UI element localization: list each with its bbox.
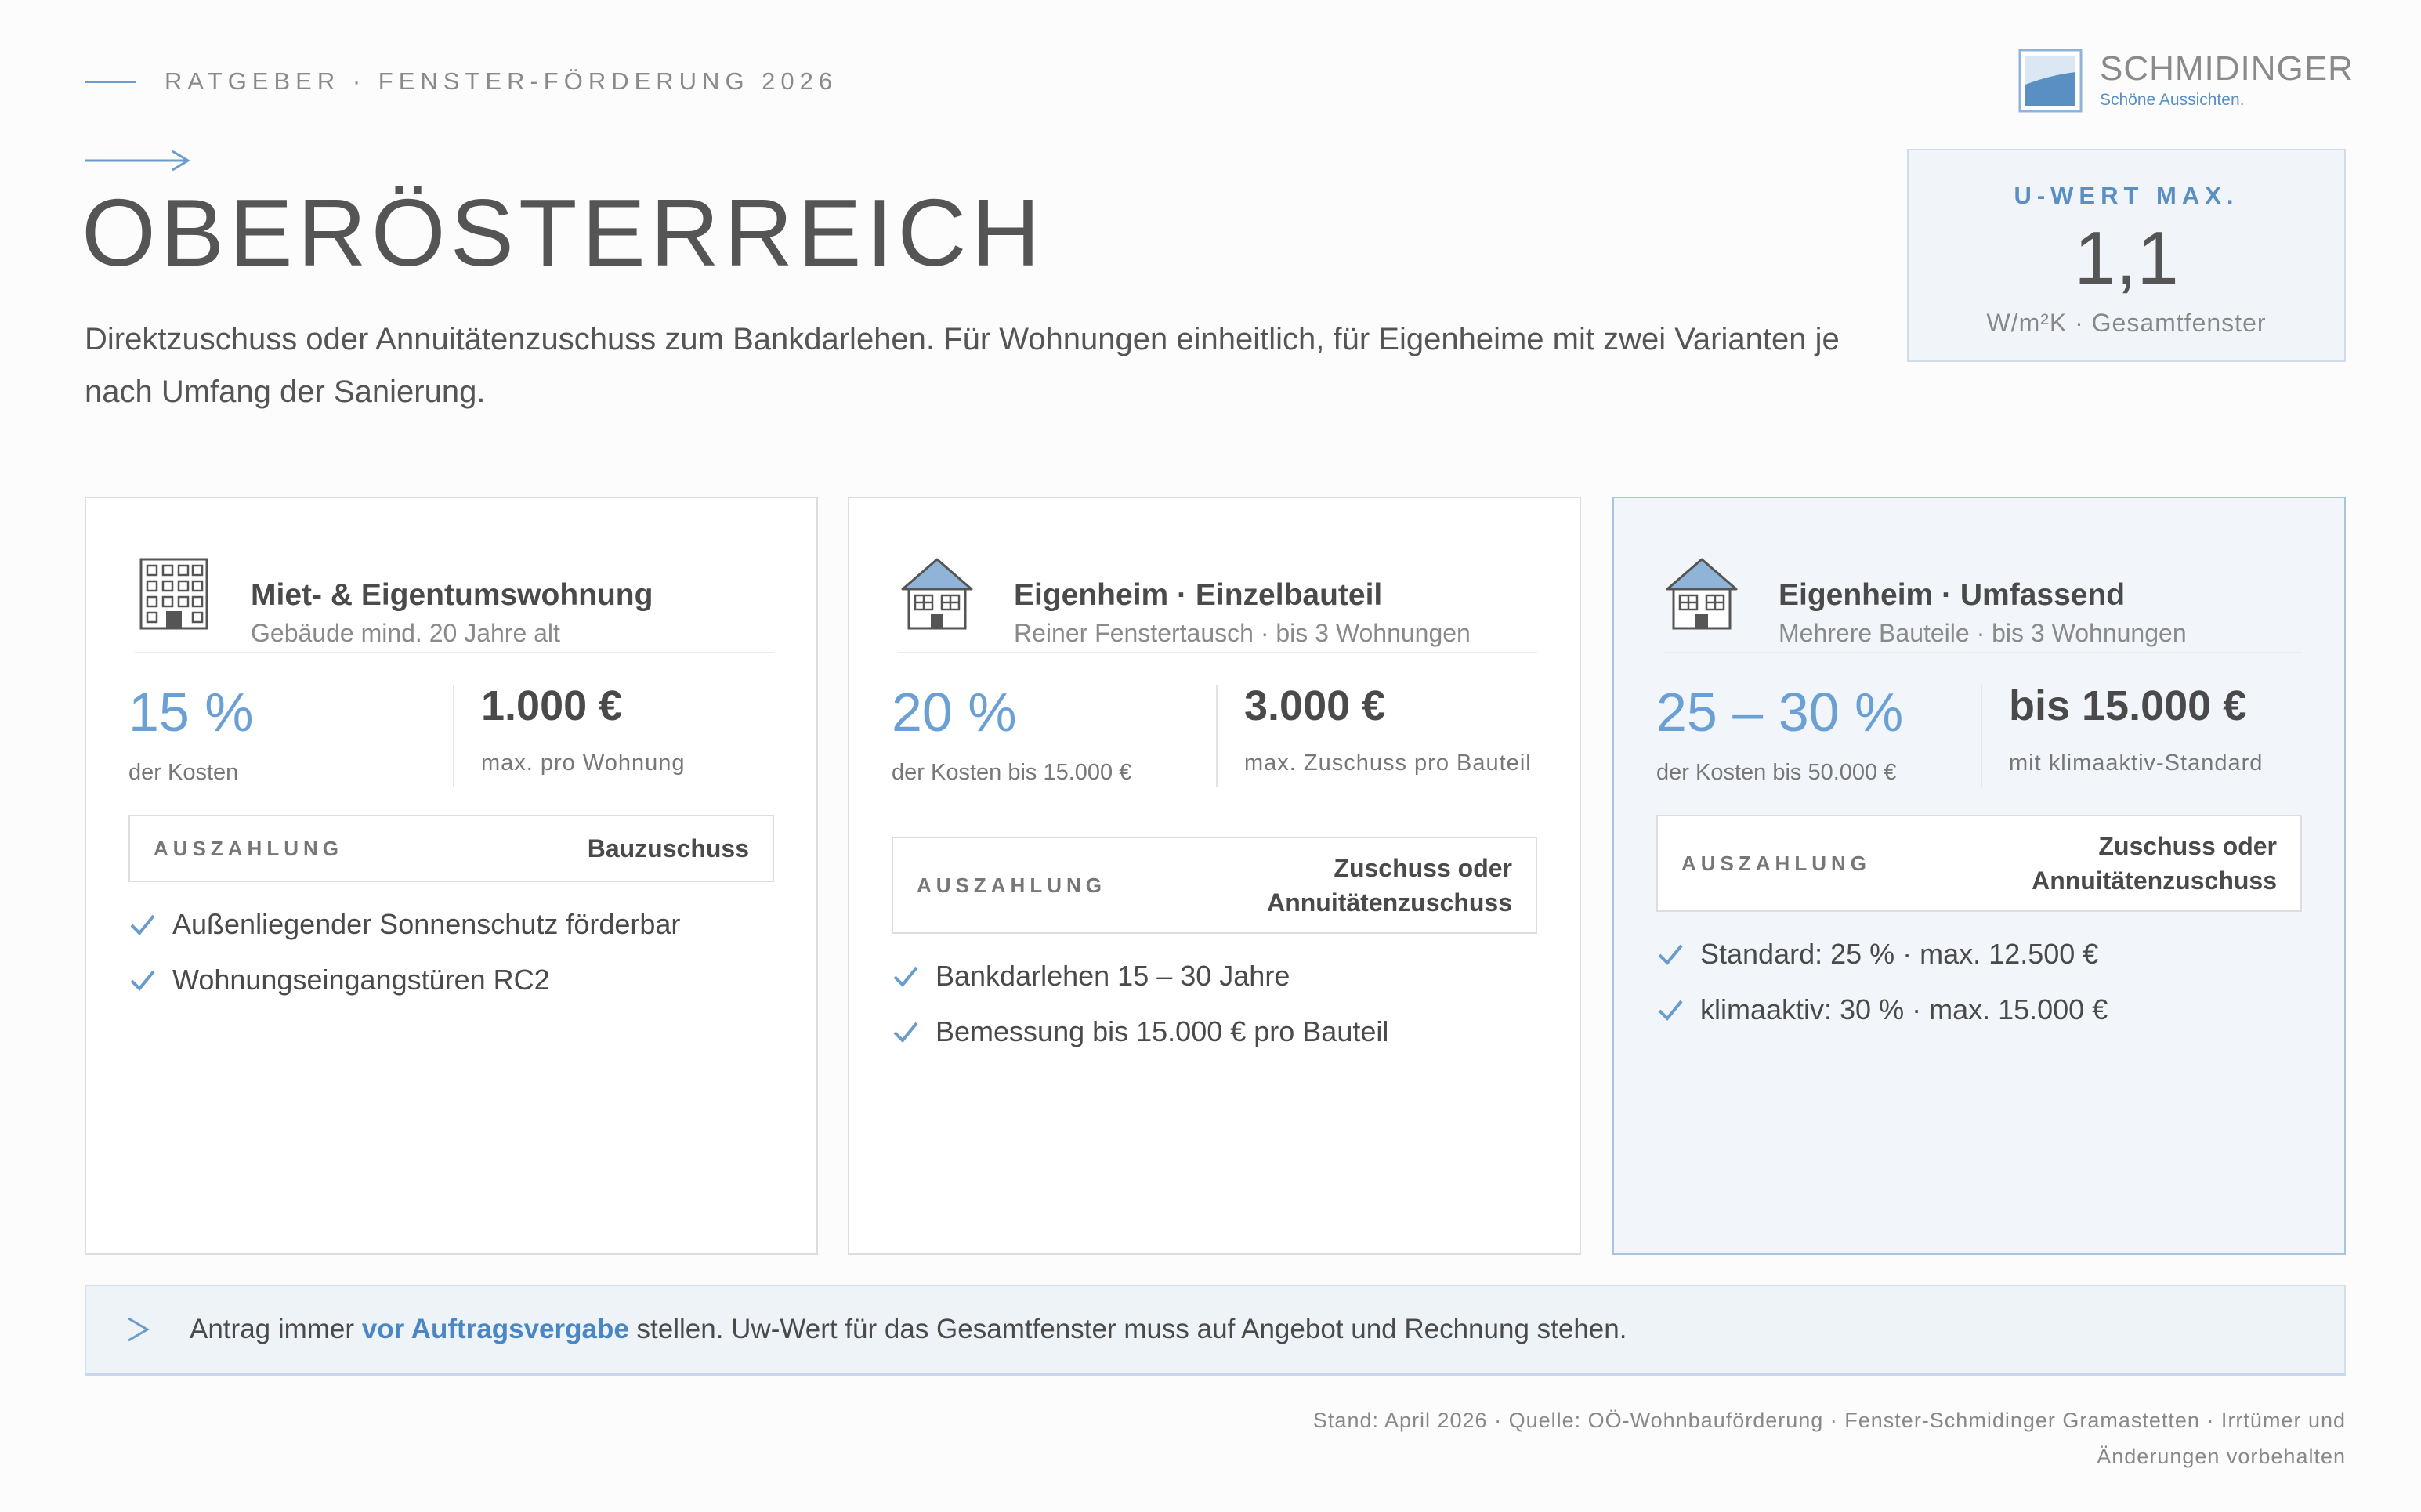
amount-value: 3.000 € — [1244, 682, 1386, 729]
amount-note: max. pro Wohnung — [481, 751, 686, 776]
u-value-number: 1,1 — [2074, 216, 2179, 300]
check-icon — [1656, 940, 1685, 968]
card-stats — [128, 682, 774, 787]
check-icon — [892, 1018, 920, 1046]
check-icon — [128, 910, 157, 939]
payout-box — [1656, 815, 2302, 912]
company-logo — [2018, 49, 2354, 113]
logo-slogan: Schöne Aussichten. — [2100, 91, 2245, 109]
list-item — [892, 948, 1556, 1004]
check-icon — [892, 962, 920, 990]
card-apartment — [85, 497, 818, 1255]
stat-divider — [1216, 685, 1218, 787]
u-value-box — [1907, 149, 2346, 362]
payout-label: AUSZAHLUNG — [1681, 851, 1871, 875]
percent-value: 15 % — [128, 682, 254, 743]
percent-value: 25 – 30 % — [1656, 682, 1904, 743]
card-subtitle: Gebäude mind. 20 Jahre alt — [251, 619, 560, 647]
stat-divider — [453, 685, 454, 787]
card-title: Eigenheim · Umfassend — [1779, 578, 2126, 612]
amount-value: bis 15.000 € — [2009, 682, 2247, 729]
card-header — [1663, 550, 2302, 653]
card-subtitle: Mehrere Bauteile · bis 3 Wohnungen — [1779, 619, 2187, 647]
list-item — [128, 896, 793, 952]
eyebrow-line — [85, 81, 136, 83]
percent-note: der Kosten — [128, 760, 239, 785]
list-item — [1656, 982, 2321, 1037]
check-text: Bankdarlehen 15 – 30 Jahre — [935, 959, 1290, 992]
house-icon — [1663, 555, 1741, 633]
payout-box — [892, 837, 1537, 934]
percent-note: der Kosten bis 15.000 € — [892, 760, 1132, 785]
amount-note: max. Zuschuss pro Bauteil — [1244, 751, 1532, 776]
check-list — [128, 896, 793, 1007]
payout-value: Bauzuschuss — [587, 834, 749, 863]
check-list — [1656, 926, 2321, 1037]
check-text: Wohnungseingangstüren RC2 — [172, 963, 550, 996]
house-icon — [898, 555, 976, 633]
check-text: Außenliegender Sonnenschutz förderbar — [172, 907, 681, 940]
notice-suffix: stellen. Uw-Wert für das Gesamtfenster muss auf Angebot und Rechnung stehen. — [628, 1314, 1627, 1344]
card-title: Eigenheim · Einzelbauteil — [1014, 578, 1383, 612]
card-stats — [892, 682, 1537, 787]
card-subtitle: Reiner Fenstertausch · bis 3 Wohnungen — [1014, 619, 1471, 647]
notice-text — [190, 1314, 1627, 1345]
payout-value: Zuschuss oder Annuitätenzuschuss — [2032, 832, 2277, 895]
notice-emphasis: vor Auftragsvergabe — [361, 1314, 629, 1344]
check-text: Standard: 25 % · max. 12.500 € — [1700, 937, 2099, 970]
check-icon — [1656, 996, 1685, 1024]
footer-source: Stand: April 2026 · Quelle: OÖ-Wohnbauförderung · Fenster-Schmidinger Gramastetten · Irrtümer und Änderungen vorbehalten — [1312, 1409, 2346, 1468]
intro-text: Direktzuschuss oder Annuitätenzuschuss zum Bankdarlehen. Für Wohnungen einheitlich, für Eigenheime mit zwei Varianten je nach Umfang der Sanierung. — [85, 322, 1840, 409]
logo-mark-icon — [2018, 49, 2083, 113]
card-stats — [1656, 682, 2302, 787]
logo-name: SCHMIDINGER — [2100, 49, 2354, 88]
amount-value: 1.000 € — [481, 682, 623, 729]
card-header — [898, 550, 1537, 653]
card-header — [135, 550, 774, 653]
eyebrow-text: RATGEBER · FENSTER-FÖRDERUNG 2026 — [165, 67, 838, 95]
payout-box — [128, 815, 774, 882]
card-comprehensive — [1612, 497, 2346, 1255]
payout-value: Zuschuss oder Annuitätenzuschuss — [1267, 854, 1512, 917]
apartment-building-icon — [135, 555, 213, 633]
u-value-label: U-WERT MAX. — [2014, 182, 2239, 209]
check-list — [892, 948, 1556, 1059]
card-single-component — [848, 497, 1581, 1255]
list-item — [892, 1004, 1556, 1059]
payout-label: AUSZAHLUNG — [917, 873, 1106, 897]
u-value-unit: W/m²K · Gesamtfenster — [1986, 309, 2267, 337]
notice-prefix: Antrag immer — [190, 1314, 362, 1344]
check-text: Bemessung bis 15.000 € pro Bauteil — [935, 1015, 1389, 1047]
stat-divider — [1981, 685, 1982, 787]
payout-label: AUSZAHLUNG — [154, 836, 343, 860]
arrow-right-icon — [85, 149, 191, 172]
amount-note: mit klimaaktiv-Standard — [2009, 751, 2264, 776]
notice-bar — [85, 1285, 2346, 1376]
card-title: Miet- & Eigentumswohnung — [251, 578, 653, 612]
list-item — [128, 952, 793, 1007]
list-item — [1656, 926, 2321, 982]
check-text: klimaaktiv: 30 % · max. 15.000 € — [1700, 993, 2108, 1025]
chevron-right-icon — [122, 1314, 154, 1345]
percent-value: 20 % — [892, 682, 1017, 743]
eyebrow — [85, 67, 838, 96]
check-icon — [128, 966, 157, 994]
page-title: OBERÖSTERREICH — [81, 179, 1045, 286]
percent-note: der Kosten bis 50.000 € — [1656, 760, 1897, 785]
